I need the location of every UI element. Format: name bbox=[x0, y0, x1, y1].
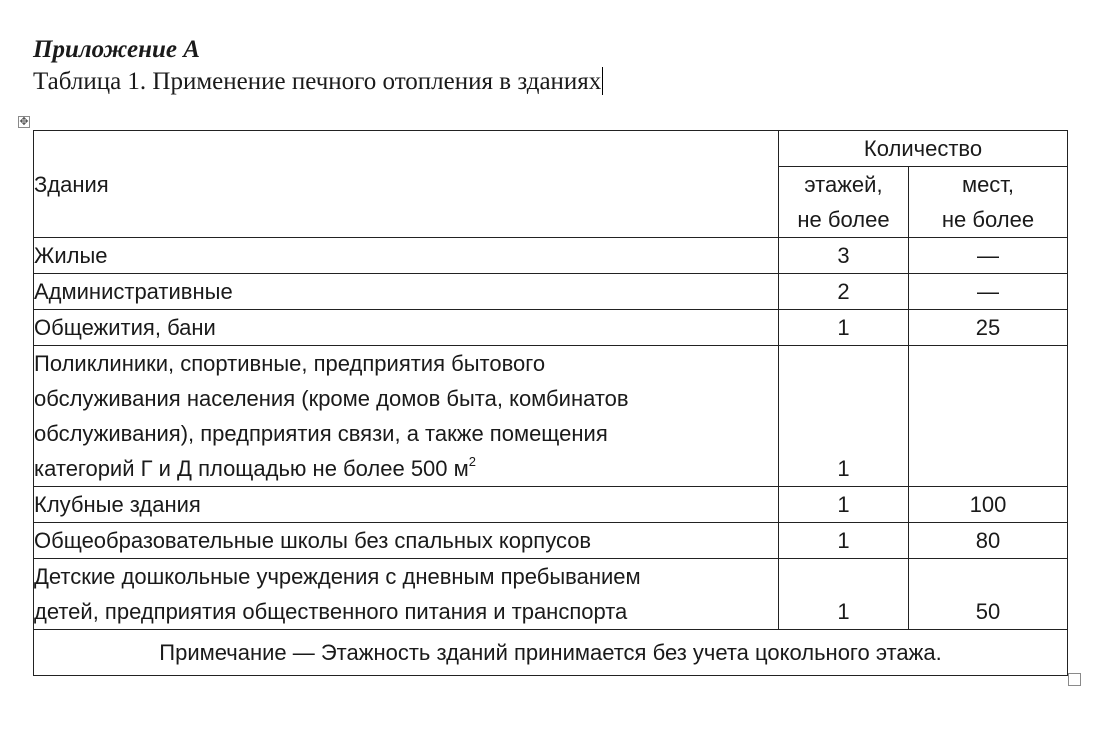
row-name[interactable]: Клубные здания bbox=[34, 487, 779, 523]
header-floors-line2: не более bbox=[797, 207, 890, 232]
row-floors[interactable]: 3 bbox=[779, 238, 909, 274]
row-floors[interactable]: 1 bbox=[779, 346, 909, 487]
row-name[interactable]: Общеобразовательные школы без спальных корпусов bbox=[34, 523, 779, 559]
row-name[interactable] bbox=[34, 559, 779, 630]
table-row bbox=[34, 274, 1068, 310]
header-floors[interactable] bbox=[779, 167, 909, 238]
row-floors[interactable]: 1 bbox=[779, 310, 909, 346]
row-floors[interactable]: 1 bbox=[779, 559, 909, 630]
table-move-icon[interactable]: ✥ bbox=[19, 115, 29, 128]
table-row bbox=[34, 238, 1068, 274]
table-row bbox=[34, 559, 1068, 630]
table-row bbox=[34, 487, 1068, 523]
table-row bbox=[34, 310, 1068, 346]
header-buildings[interactable]: Здания bbox=[34, 131, 779, 238]
table-caption[interactable] bbox=[33, 66, 603, 98]
row-places[interactable] bbox=[909, 346, 1068, 487]
row-name[interactable]: Жилые bbox=[34, 238, 779, 274]
row-name[interactable]: Административные bbox=[34, 274, 779, 310]
appendix-heading: Приложение А bbox=[33, 36, 200, 63]
table-row bbox=[34, 523, 1068, 559]
row-name-line: Детские дошкольные учреждения с дневным пребыванием bbox=[34, 564, 641, 589]
row-name-line: детей, предприятия общественного питания и транспорта bbox=[34, 599, 628, 624]
row-name-line: обслуживания), предприятия связи, а также помещения bbox=[34, 421, 608, 446]
note-row bbox=[34, 630, 1068, 676]
row-places[interactable]: 25 bbox=[909, 310, 1068, 346]
table-caption-text: Таблица 1. Применение печного отопления в зданиях bbox=[33, 68, 602, 95]
heating-table bbox=[33, 130, 1068, 676]
header-places-line2: не более bbox=[941, 207, 1035, 232]
row-name-line: Поликлиники, спортивные, предприятия бытового bbox=[34, 351, 546, 376]
header-floors-line1: этажей, bbox=[804, 172, 883, 197]
row-name[interactable]: Общежития, бани bbox=[34, 310, 779, 346]
header-places-line1: мест, bbox=[961, 172, 1015, 197]
row-name-line bbox=[34, 451, 778, 486]
table-row bbox=[34, 346, 1068, 487]
header-row bbox=[34, 131, 1068, 167]
row-floors[interactable]: 2 bbox=[779, 274, 909, 310]
row-places[interactable]: — bbox=[909, 274, 1068, 310]
row-places[interactable]: 100 bbox=[909, 487, 1068, 523]
table-note[interactable]: Примечание — Этажность зданий принимается без учета цокольного этажа. bbox=[34, 630, 1068, 676]
row-name-line-text: категорий Г и Д площадью не более 500 м bbox=[34, 456, 469, 481]
row-name-line: обслуживания населения (кроме домов быта, комбинатов bbox=[34, 386, 629, 411]
row-name[interactable] bbox=[34, 346, 779, 487]
row-floors[interactable]: 1 bbox=[779, 487, 909, 523]
table-resize-icon[interactable] bbox=[1068, 673, 1081, 686]
header-quantity[interactable]: Количество bbox=[779, 131, 1068, 167]
superscript: 2 bbox=[468, 454, 476, 469]
row-places[interactable]: 50 bbox=[909, 559, 1068, 630]
row-places[interactable]: — bbox=[909, 238, 1068, 274]
header-places[interactable] bbox=[909, 167, 1068, 238]
row-places[interactable]: 80 bbox=[909, 523, 1068, 559]
row-floors[interactable]: 1 bbox=[779, 523, 909, 559]
text-cursor bbox=[602, 67, 603, 95]
